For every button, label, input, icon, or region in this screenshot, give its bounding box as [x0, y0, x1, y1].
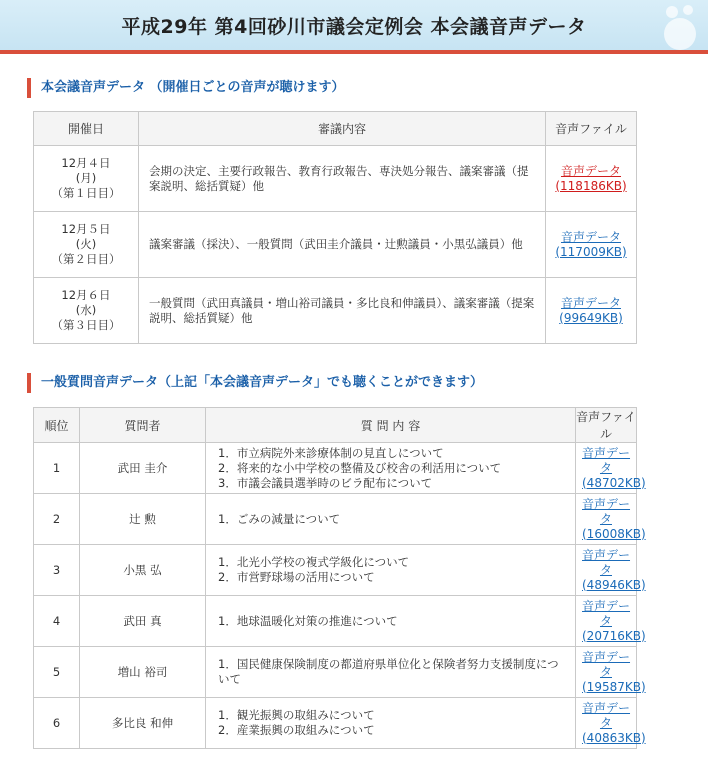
- audio-file-link[interactable]: 音声データ(48946KB): [582, 547, 646, 592]
- table-row: [34, 212, 637, 278]
- session-content: 会期の決定、主要行政報告、教育行政報告、専決処分報告、議案審議（提案説明、総括質疑）他: [139, 146, 546, 212]
- session-date-cell: [34, 278, 139, 344]
- question-list: [216, 555, 567, 585]
- audio-file-cell: [576, 596, 646, 647]
- rank-cell: 4: [34, 596, 80, 647]
- sessions-table: [33, 111, 637, 344]
- question-item: 1．北光小学校の複式学級化について: [218, 555, 410, 569]
- question-item: 3．市議会議員選挙時のビラ配布について: [218, 475, 433, 490]
- questioner-name: 辻 勲: [80, 494, 206, 545]
- column-header-questioner: 質問者: [80, 408, 206, 443]
- question-item: 1．地球温暖化対策の推進について: [218, 613, 398, 628]
- question-item: 2．将来的な小中学校の整備及び校舎の利活用について: [218, 460, 502, 475]
- questions-table: [33, 407, 646, 749]
- audio-file-cell: [576, 545, 646, 596]
- questioner-name: 多比良 和伸: [80, 698, 206, 749]
- session-date: 12月５日: [61, 222, 111, 236]
- questioner-name: 武田 圭介: [80, 443, 206, 494]
- session-day: （第２日目）: [51, 252, 121, 266]
- audio-file-cell: [576, 494, 646, 545]
- audio-file-link[interactable]: 音声データ(118186KB): [555, 163, 627, 193]
- question-list: [216, 657, 567, 687]
- page-title: 平成29年 第4回砂川市議会定例会 本会議音声データ: [121, 15, 587, 38]
- table-row: [34, 494, 637, 545]
- audio-file-cell: [576, 443, 646, 494]
- rank-cell: 1: [34, 443, 80, 494]
- rank-cell: 6: [34, 698, 80, 749]
- audio-file-link[interactable]: 音声データ(40863KB): [582, 700, 646, 745]
- table-row: [34, 545, 637, 596]
- question-item: 1．市立病院外来診療体制の見直しについて: [218, 445, 444, 460]
- question-list: [216, 614, 567, 629]
- audio-file-link[interactable]: 音声データ(19587KB): [582, 649, 646, 694]
- session-date: 12月４日: [61, 156, 111, 170]
- section-heading-sessions: 本会議音声データ （開催日ごとの音声が聴けます）: [27, 78, 345, 98]
- session-content: 議案審議（採決）、一般質問（武田圭介議員・辻勲議員・小黒弘議員）他: [139, 212, 546, 278]
- questioner-name: 増山 裕司: [80, 647, 206, 698]
- table-row: [34, 698, 637, 749]
- table-row: [34, 146, 637, 212]
- audio-file-link[interactable]: 音声データ(48702KB): [582, 445, 646, 490]
- question-item: 2．産業振興の取組みについて: [218, 723, 375, 737]
- column-header-rank: 順位: [34, 408, 80, 443]
- audio-file-link[interactable]: 音声データ(117009KB): [555, 229, 627, 259]
- question-item: 2．市営野球場の活用について: [218, 570, 375, 584]
- audio-file-link[interactable]: 音声データ(16008KB): [582, 496, 646, 541]
- question-list: [216, 512, 567, 527]
- rank-cell: 5: [34, 647, 80, 698]
- section-heading-questions: 一般質問音声データ（上記「本会議音声データ」でも聴くことができます）: [27, 373, 483, 393]
- table-header-row: [34, 408, 637, 443]
- session-day: （第１日目）: [51, 186, 121, 200]
- table-row: [34, 443, 637, 494]
- audio-file-cell: [546, 212, 637, 278]
- audio-file-cell: [576, 698, 646, 749]
- table-header-row: [34, 112, 637, 146]
- session-weekday: (月): [75, 171, 97, 185]
- question-list: [216, 446, 567, 491]
- question-content-cell: [206, 443, 576, 494]
- table-row: [34, 647, 637, 698]
- session-date-cell: [34, 146, 139, 212]
- question-content-cell: [206, 545, 576, 596]
- audio-file-cell: [546, 278, 637, 344]
- question-content-cell: [206, 698, 576, 749]
- audio-file-cell: [546, 146, 637, 212]
- question-content-cell: [206, 596, 576, 647]
- table-row: [34, 596, 637, 647]
- question-list: [216, 708, 567, 738]
- session-content: 一般質問（武田真議員・増山裕司議員・多比良和伸議員）、議案審議（提案説明、総括質疑）他: [139, 278, 546, 344]
- audio-file-link[interactable]: 音声データ(99649KB): [559, 295, 623, 325]
- rank-cell: 2: [34, 494, 80, 545]
- session-date: 12月６日: [61, 288, 111, 302]
- questioner-name: 小黒 弘: [80, 545, 206, 596]
- mascot-decoration-icon: [650, 0, 698, 54]
- table-row: [34, 278, 637, 344]
- questioner-name: 武田 真: [80, 596, 206, 647]
- question-item: 1．観光振興の取組みについて: [218, 708, 375, 722]
- question-item: 1．ごみの減量について: [218, 511, 341, 526]
- session-weekday: (火): [75, 237, 97, 251]
- question-content-cell: [206, 647, 576, 698]
- rank-cell: 3: [34, 545, 80, 596]
- column-header-question: 質 問 内 容: [206, 408, 576, 443]
- audio-file-cell: [576, 647, 646, 698]
- audio-file-link[interactable]: 音声データ(20716KB): [582, 598, 646, 643]
- question-content-cell: [206, 494, 576, 545]
- column-header-file: 音声ファイル: [576, 408, 637, 443]
- session-day: （第３日目）: [51, 318, 121, 332]
- page-banner: [0, 0, 708, 54]
- session-weekday: (水): [75, 303, 97, 317]
- column-header-file: 音声ファイル: [546, 112, 637, 146]
- question-item: 1．国民健康保険制度の都道府県単位化と保険者努力支援制度について: [218, 657, 559, 686]
- column-header-date: 開催日: [34, 112, 139, 146]
- column-header-content: 審議内容: [139, 112, 546, 146]
- session-date-cell: [34, 212, 139, 278]
